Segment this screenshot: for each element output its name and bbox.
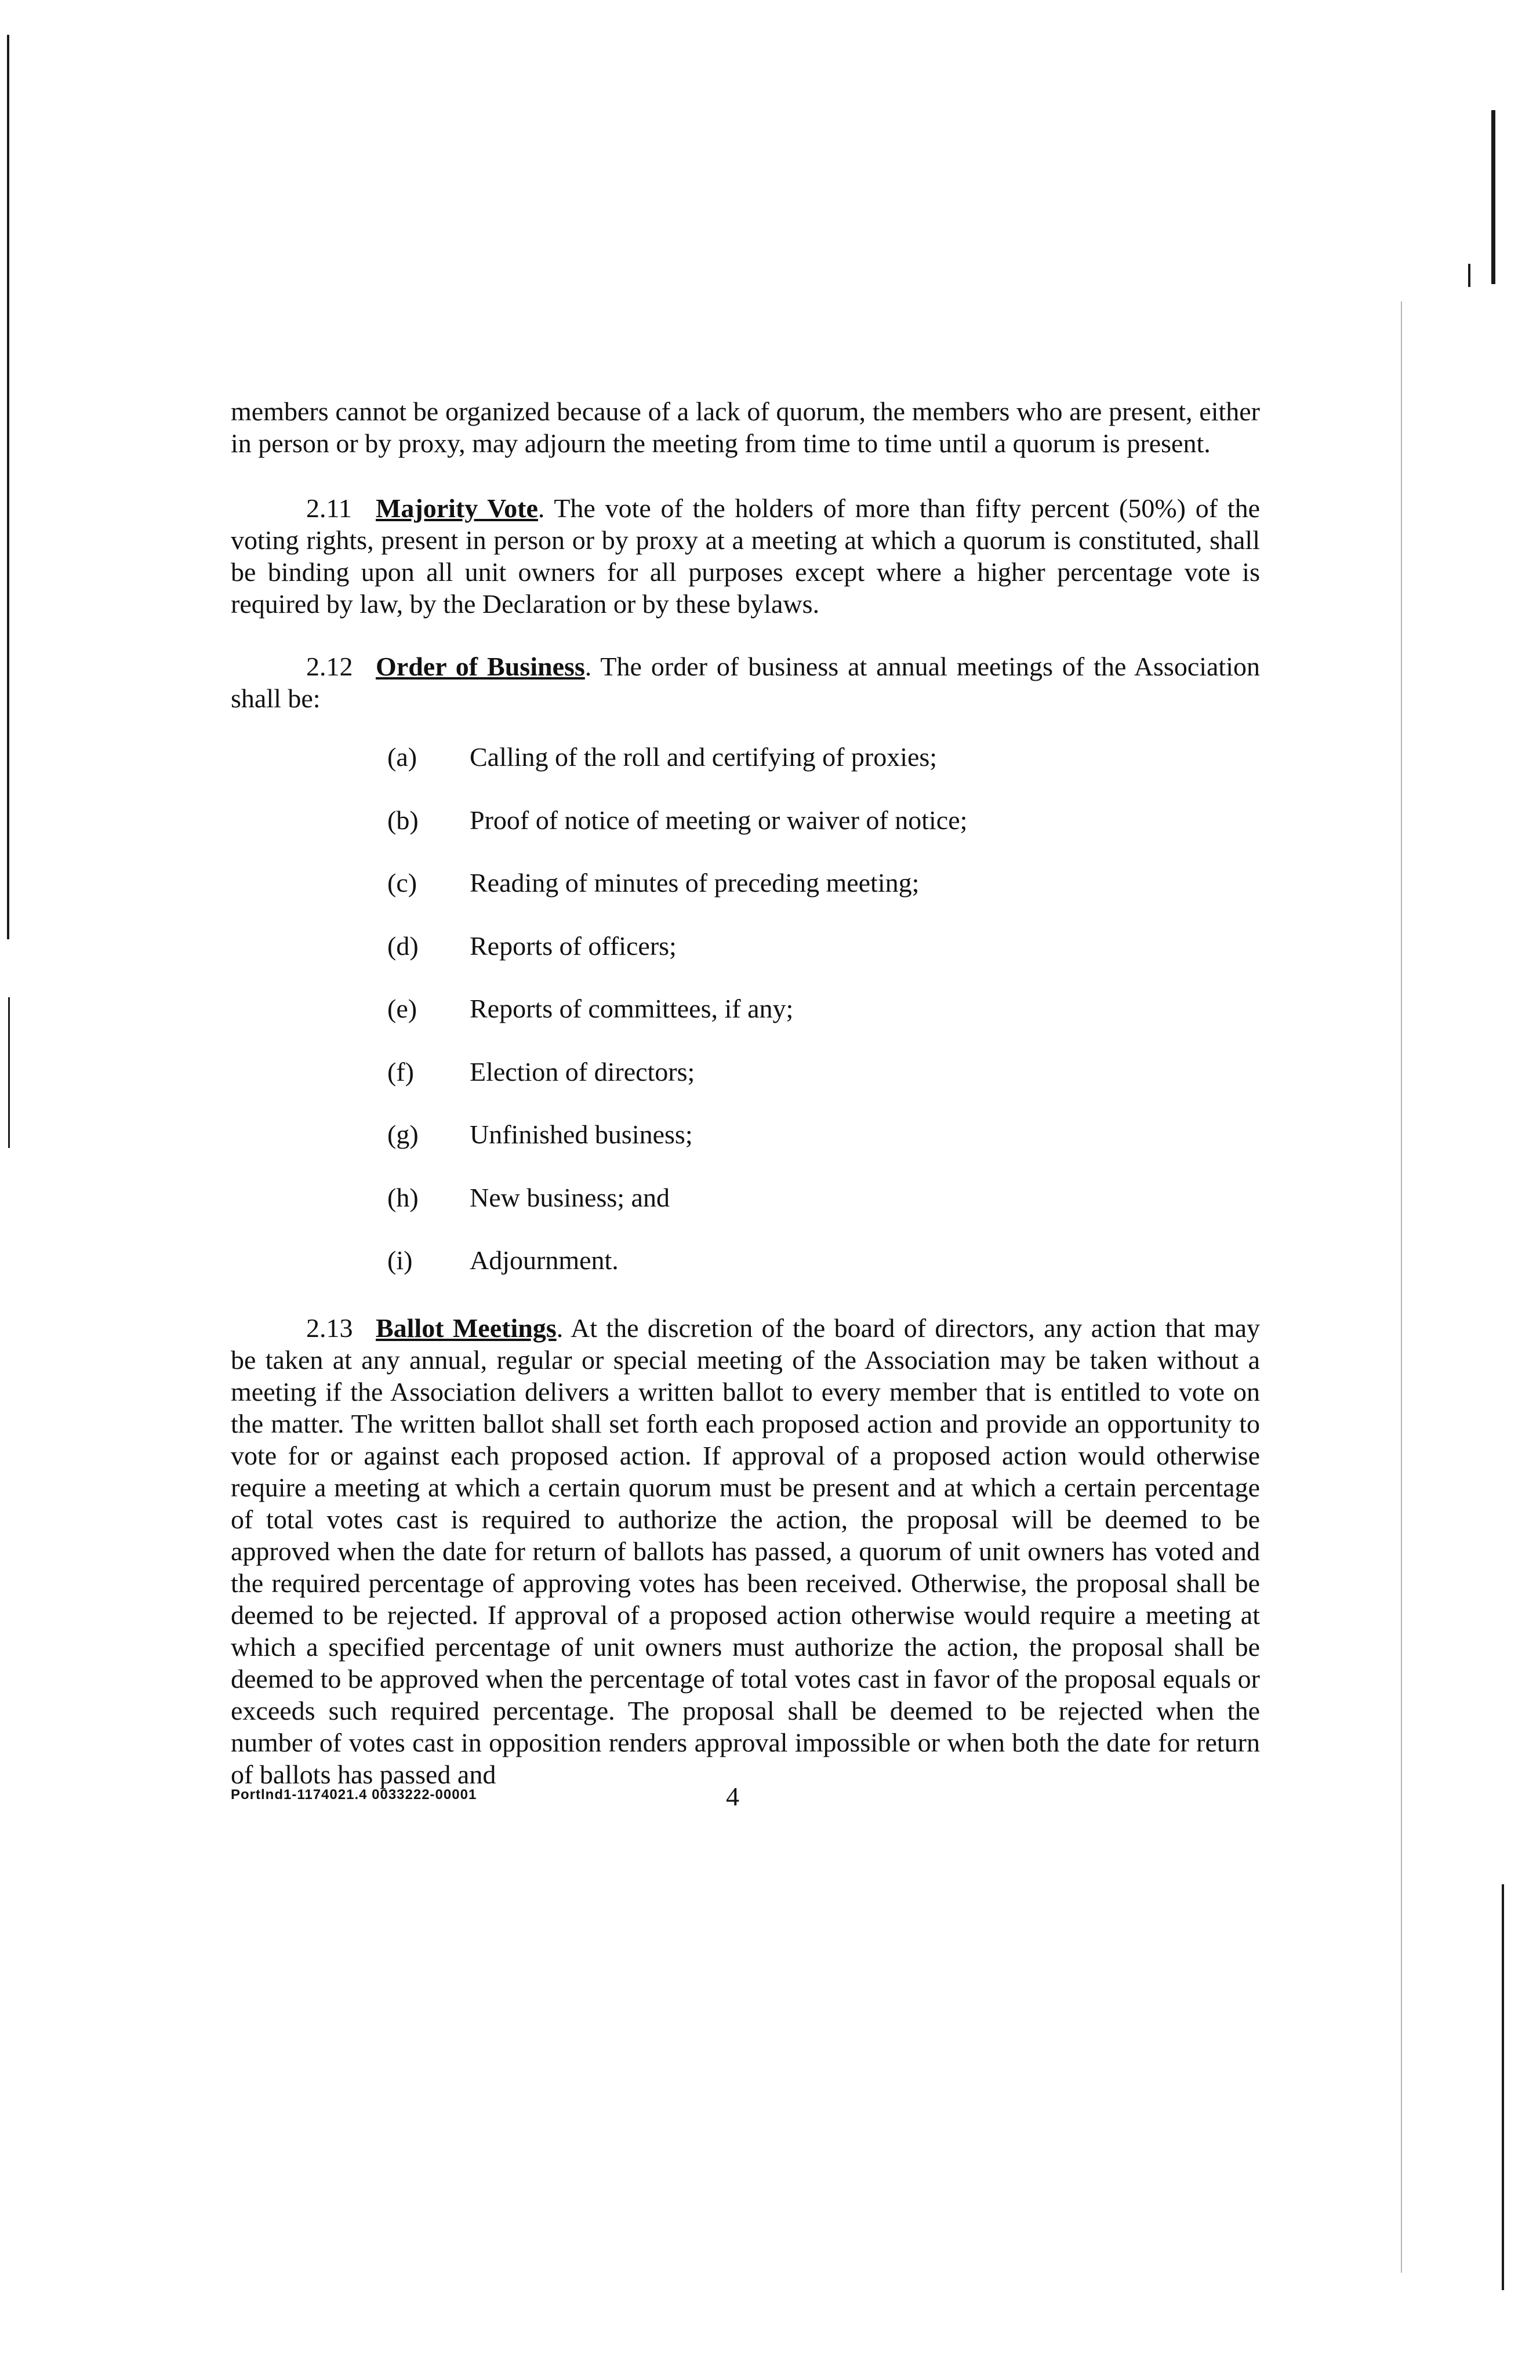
list-marker: (e): [387, 994, 417, 1023]
section-2-13: [231, 1312, 1260, 1790]
section-text: . The order of business at annual meetings of the Association shall be:: [231, 652, 1260, 713]
page-number: 4: [726, 1782, 739, 1811]
list-item: [387, 1056, 1199, 1119]
list-item-text: Adjournment.: [470, 1245, 619, 1275]
scan-artifact-right-edge: [1491, 110, 1495, 284]
list-item: [387, 804, 1199, 867]
list-item-text: Election of directors;: [470, 1056, 695, 1087]
list-marker: (d): [387, 931, 419, 961]
list-marker: (h): [387, 1182, 419, 1212]
list-item-text: Unfinished business;: [470, 1120, 693, 1149]
scan-artifact-right-edge-lower: [1502, 1884, 1504, 2290]
section-text: . The vote of the holders of more than fifty percent (50%) of the voting rights, present in person or by proxy at a meeting at which a quorum is constituted, shall be binding upon all unit owners for all purposes except where a higher percentage vote is required by law, by the Declaration or by these bylaws.: [231, 493, 1260, 619]
scan-artifact-left-edge-lower: [8, 997, 10, 1148]
list-item: [387, 1244, 1199, 1307]
list-item-text: Calling of the roll and certifying of proxies;: [470, 742, 938, 772]
scan-artifact-right-edge-top: [1468, 264, 1470, 287]
order-of-business-list: [387, 741, 1199, 1307]
section-number: 2.12: [306, 652, 353, 681]
list-item: [387, 867, 1199, 930]
section-2-11: [231, 492, 1260, 620]
list-item-text: Proof of notice of meeting or waiver of notice;: [470, 805, 968, 835]
list-item-text: Reports of committees, if any;: [470, 994, 794, 1023]
list-item-text: Reading of minutes of preceding meeting;: [470, 868, 920, 898]
list-marker: (a): [387, 742, 417, 772]
list-marker: (g): [387, 1120, 419, 1149]
scan-artifact-right-faint: [1401, 301, 1402, 2273]
section-2-12: [231, 651, 1260, 714]
list-item-text: New business; and: [470, 1182, 670, 1212]
list-marker: (b): [387, 805, 419, 835]
list-marker: (c): [387, 868, 417, 898]
section-text: . At the discretion of the board of directors, any action that may be taken at any annual, regular or special meeting of the Association may be taken without a meeting if the Association delivers a written ballot to every member that is entitled to vote on the matter. The written ballot shall set forth each proposed action and provide an opportunity to vote for or against each proposed action. If approval of a proposed action would otherwise require a meeting at which a certain quorum must be present and at which a certain percentage of total votes cast is required to authorize the action, the proposal will be deemed to be approved when the date for return of ballots has passed, a quorum of unit owners has voted and the required percentage of approving votes has been received. Otherwise, the proposal shall be deemed to be rejected. If approval of a proposed action otherwise would require a meeting at which a specified percentage of unit owners must authorize the action, the proposal shall be deemed to be approved when the percentage of total votes cast in favor of the proposal equals or exceeds such required percentage. The proposal shall be deemed to be rejected when the number of votes cast in opposition renders approval impossible or when both the date for return of ballots has passed and: [231, 1313, 1260, 1789]
section-title: Ballot Meetings: [376, 1313, 557, 1343]
document-id-footer: Portlnd1-1174021.4 0033222-00001: [231, 1787, 477, 1803]
list-item-text: Reports of officers;: [470, 931, 677, 961]
section-title: Order of Business: [376, 652, 585, 681]
section-number: 2.11: [306, 493, 352, 523]
continuation-paragraph: [231, 395, 1260, 459]
list-item: [387, 930, 1199, 993]
scan-artifact-left-edge: [7, 35, 9, 939]
list-item: [387, 1118, 1199, 1182]
list-item: [387, 993, 1199, 1056]
list-marker: (f): [387, 1056, 414, 1087]
section-title: Majority Vote: [376, 493, 538, 523]
section-number: 2.13: [306, 1313, 353, 1343]
list-marker: (i): [387, 1245, 413, 1275]
list-item: [387, 1182, 1199, 1245]
list-item: [387, 741, 1199, 804]
continuation-text: members cannot be organized because of a lack of quorum, the members who are present, either in person or by proxy, may adjourn the meeting from time to time until a quorum is present.: [231, 397, 1260, 458]
